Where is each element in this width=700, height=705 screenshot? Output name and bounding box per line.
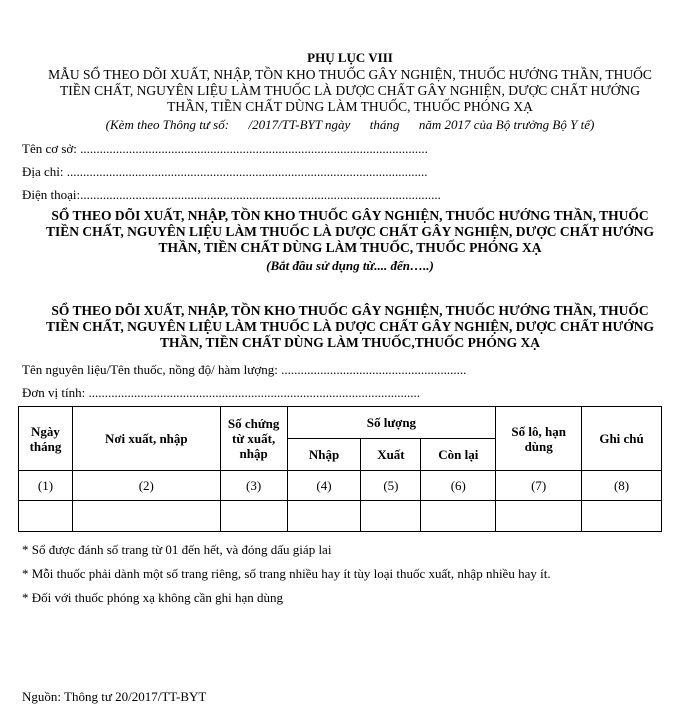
header-doc-line: nhập bbox=[239, 446, 268, 461]
ledger-title bbox=[0, 303, 700, 351]
header-notes: Ghi chú bbox=[582, 407, 662, 471]
header-out: Xuất bbox=[361, 439, 421, 471]
appendix-subtitle-line: TIỀN CHẤT, NGUYÊN LIỆU LÀM THUỐC LÀ DƯỢC CHẤT GÂY NGHIỆN, DƯỢC CHẤT HƯỚNG bbox=[59, 83, 640, 98]
header-lot-line: Số lô, hạn bbox=[511, 423, 566, 439]
note-page-numbering: * Sổ được đánh số trang từ 01 đến hết, và đóng dấu giáp lai bbox=[22, 542, 332, 557]
issued-with-note: (Kèm theo Thông tư số: /2017/TT-BYT ngày tháng năm 2017 của Bộ trưởng Bộ Y tế) bbox=[105, 117, 595, 132]
material-name-field: Tên nguyên liệu/Tên thuốc, nồng độ/ hàm lượng: ......................................................... bbox=[22, 362, 467, 377]
cover-title bbox=[0, 208, 700, 256]
header-doc-line: Số chứng bbox=[227, 416, 280, 431]
header-doc-line: từ xuất, bbox=[232, 431, 276, 446]
header-date-line: Ngày bbox=[31, 423, 60, 439]
usage-period-note: (Bắt đầu sử dụng từ.... đến…..) bbox=[266, 258, 434, 273]
cover-title-line: THẦN, TIỀN CHẤT DÙNG LÀM THUỐC, THUỐC PHÓNG XẠ bbox=[158, 240, 542, 255]
empty-cell bbox=[582, 501, 662, 532]
cover-title-line: SỔ THEO DÕI XUẤT, NHẬP, TỒN KHO THUỐC GÂY NGHIỆN, THUỐC HƯỚNG THẦN, THUỐC bbox=[51, 208, 649, 223]
ledger-title-line: SỔ THEO DÕI XUẤT, NHẬP, TỒN KHO THUỐC GÂY NGHIỆN, THUỐC HƯỚNG THẦN, THUỐC bbox=[51, 303, 649, 318]
empty-cell bbox=[361, 501, 421, 532]
column-number: (3) bbox=[220, 471, 287, 501]
table-row bbox=[19, 501, 662, 532]
header-document-number bbox=[220, 407, 287, 471]
appendix-subtitle bbox=[0, 67, 700, 115]
empty-cell bbox=[220, 501, 287, 532]
empty-cell bbox=[19, 501, 73, 532]
empty-cell bbox=[421, 501, 496, 532]
column-number: (2) bbox=[72, 471, 220, 501]
ledger-title-line: THẦN, TIỀN CHẤT DÙNG LÀM THUỐC,THUỐC PHÓNG XẠ bbox=[160, 335, 540, 350]
header-in: Nhập bbox=[287, 439, 361, 471]
column-number: (6) bbox=[421, 471, 496, 501]
note-separate-pages: * Mỗi thuốc phải dành một số trang riêng, số trang nhiều hay ít tùy loại thuốc xuất, nhập nhiều hay ít. bbox=[22, 566, 551, 581]
header-remaining: Còn lại bbox=[421, 439, 496, 471]
header-lot-line: dùng bbox=[524, 438, 553, 454]
unit-field: Đơn vị tính: ...................................................................................................... bbox=[22, 385, 420, 400]
header-date-line: tháng bbox=[29, 438, 62, 454]
appendix-subtitle-line: MẪU SỔ THEO DÕI XUẤT, NHẬP, TỒN KHO THUỐC GÂY NGHIỆN, THUỐC HƯỚNG THẦN, THUỐC bbox=[48, 67, 652, 82]
address-field: Địa chỉ: ............................................................................................................... bbox=[22, 164, 428, 179]
appendix-title: PHỤ LỤC VIII bbox=[307, 50, 393, 65]
note-radioactive: * Đối với thuốc phóng xạ không cần ghi hạn dùng bbox=[22, 590, 284, 605]
facility-name-field: Tên cơ sở: ........................................................................................................... bbox=[22, 141, 428, 156]
cover-title-line: TIỀN CHẤT, NGUYÊN LIỆU LÀM THUỐC LÀ DƯỢC CHẤT GÂY NGHIỆN, DƯỢC CHẤT HƯỚNG bbox=[46, 224, 654, 239]
empty-cell bbox=[496, 501, 582, 532]
column-number: (4) bbox=[287, 471, 361, 501]
ledger-table bbox=[18, 406, 662, 532]
header-place: Nơi xuất, nhập bbox=[72, 407, 220, 471]
header-quantity: Số lượng bbox=[287, 407, 496, 439]
phone-field: Điện thoại:............................................................................................................... bbox=[22, 187, 441, 202]
column-number-row bbox=[19, 471, 662, 501]
ledger-title-line: TIỀN CHẤT, NGUYÊN LIỆU LÀM THUỐC LÀ DƯỢC CHẤT GÂY NGHIỆN, DƯỢC CHẤT HƯỚNG bbox=[46, 319, 654, 334]
column-number: (7) bbox=[496, 471, 582, 501]
empty-cell bbox=[72, 501, 220, 532]
appendix-subtitle-line: THẦN, TIỀN CHẤT DÙNG LÀM THUỐC, THUỐC PHÓNG XẠ bbox=[167, 99, 533, 114]
column-number: (8) bbox=[582, 471, 662, 501]
column-number: (1) bbox=[19, 471, 73, 501]
empty-cell bbox=[287, 501, 361, 532]
header-lot-expiry bbox=[496, 407, 582, 471]
column-number: (5) bbox=[361, 471, 421, 501]
header-date bbox=[19, 407, 73, 471]
source-line: Nguồn: Thông tư 20/2017/TT-BYT bbox=[22, 689, 207, 704]
